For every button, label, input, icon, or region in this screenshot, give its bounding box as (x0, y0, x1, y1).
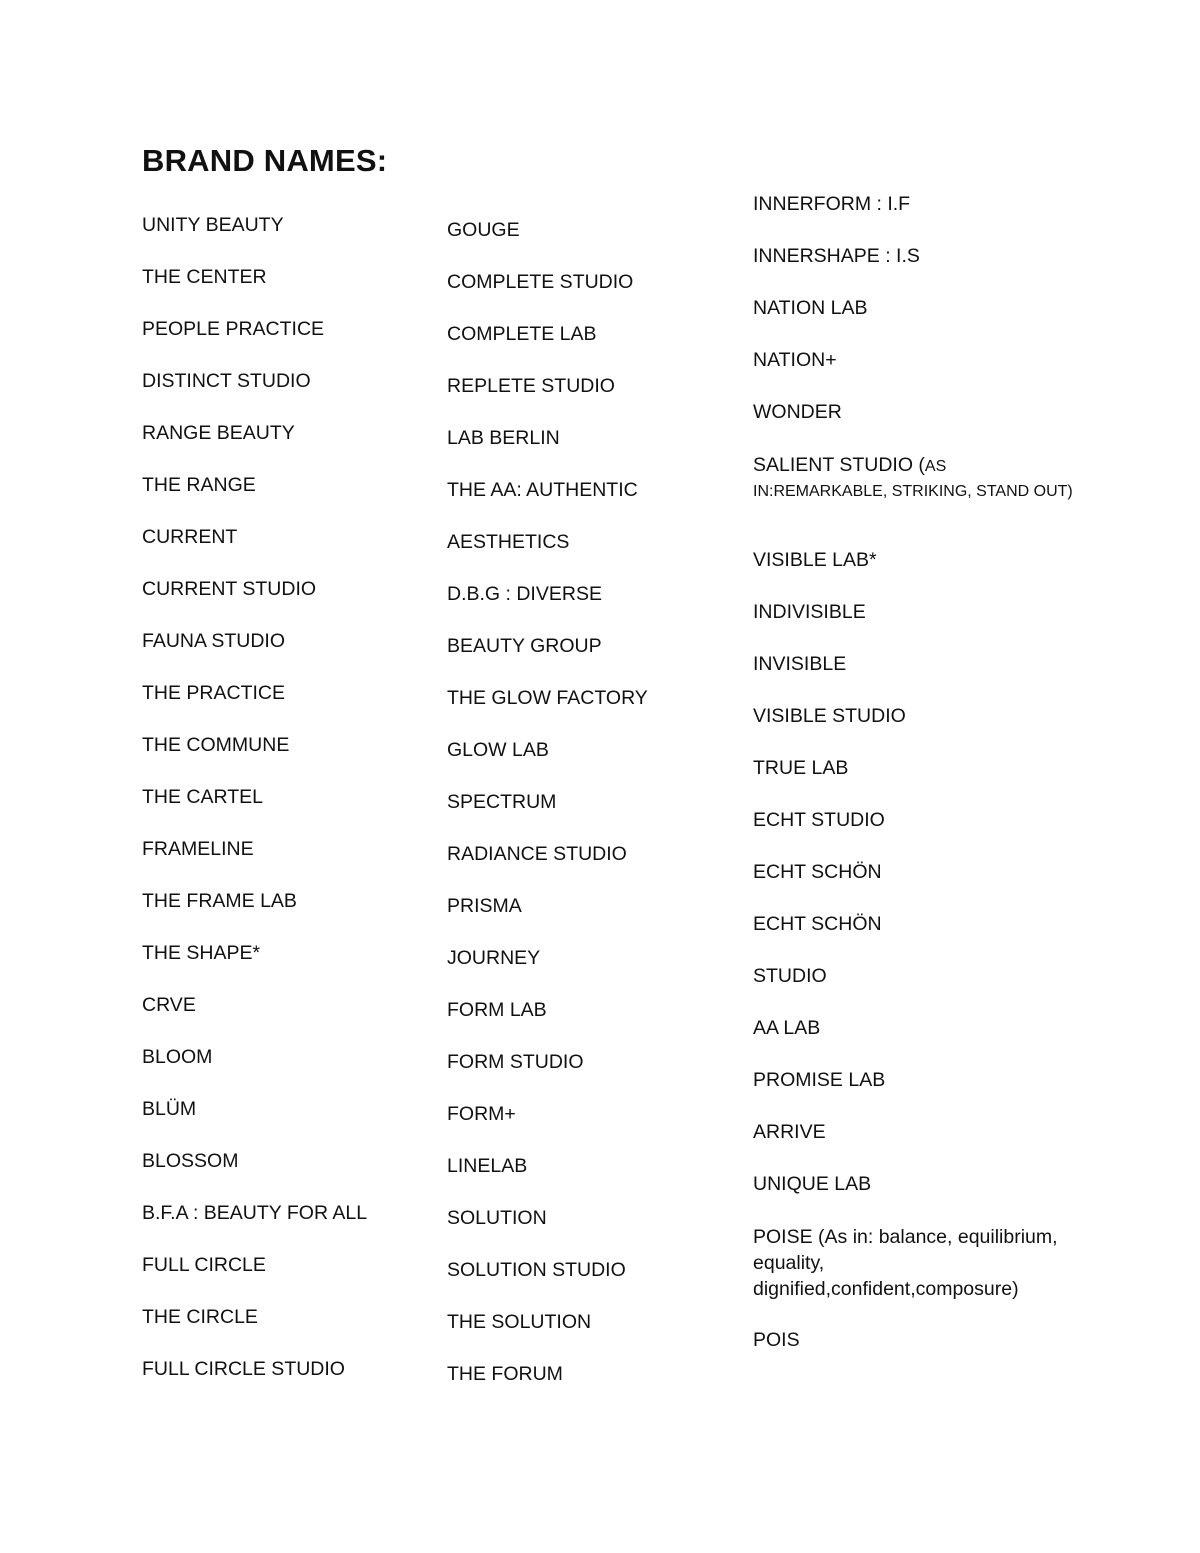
list-item: D.B.G : DIVERSE (447, 583, 602, 605)
list-item: FORM LAB (447, 999, 547, 1021)
list-item: VISIBLE STUDIO (753, 705, 906, 727)
list-item: FRAMELINE (142, 838, 254, 860)
list-item: ECHT SCHÖN (753, 861, 882, 883)
list-item: THE PRACTICE (142, 682, 286, 704)
list-item: PEOPLE PRACTICE (142, 318, 325, 340)
list-item: AA LAB (753, 1017, 821, 1039)
list-item: ECHT SCHÖN (753, 913, 882, 935)
list-item: BEAUTY GROUP (447, 635, 602, 657)
brand-column-1 (142, 213, 367, 1409)
list-item: STUDIO (753, 965, 827, 987)
list-item: RANGE BEAUTY (142, 422, 295, 444)
list-item: LINELAB (447, 1155, 528, 1177)
list-item: DISTINCT STUDIO (142, 370, 311, 392)
list-item: THE CIRCLE (142, 1306, 258, 1328)
list-item: THE FRAME LAB (142, 890, 297, 912)
list-item-poise (753, 1224, 1073, 1328)
list-item: RADIANCE STUDIO (447, 843, 627, 865)
list-item: LAB BERLIN (447, 427, 560, 449)
list-item: CRVE (142, 994, 196, 1016)
list-item: FULL CIRCLE STUDIO (142, 1358, 345, 1380)
brand-column-3 (753, 192, 1073, 1380)
list-item: COMPLETE STUDIO (447, 271, 634, 293)
list-item: GLOW LAB (447, 739, 549, 761)
list-item: THE RANGE (142, 474, 256, 496)
list-item: ARRIVE (753, 1121, 826, 1143)
list-item: VISIBLE LAB* (753, 549, 877, 571)
list-item: THE CENTER (142, 266, 267, 288)
list-item: SOLUTION (447, 1207, 547, 1229)
salient-studio-label: SALIENT STUDIO ( (753, 454, 925, 476)
list-item-salient-studio (753, 452, 1073, 548)
salient-studio-note: AS IN:REMARKABLE, STRIKING, STAND OUT) (753, 458, 1073, 500)
list-item: BLOOM (142, 1046, 213, 1068)
list-item: FORM STUDIO (447, 1051, 584, 1073)
list-item: CURRENT (142, 526, 238, 548)
list-item: THE GLOW FACTORY (447, 687, 648, 709)
list-item: INVISIBLE (753, 653, 847, 675)
list-item: BLÜM (142, 1098, 197, 1120)
list-item: JOURNEY (447, 947, 541, 969)
list-item: PROMISE LAB (753, 1069, 886, 1091)
list-item: NATION LAB (753, 297, 868, 319)
list-item: INNERSHAPE : I.S (753, 245, 920, 267)
list-item: INNERFORM : I.F (753, 193, 911, 215)
list-item: UNIQUE LAB (753, 1173, 872, 1195)
list-item: COMPLETE LAB (447, 323, 597, 345)
list-item: BLOSSOM (142, 1150, 239, 1172)
list-item: INDIVISIBLE (753, 601, 866, 623)
list-item: AESTHETICS (447, 531, 570, 553)
list-item: REPLETE STUDIO (447, 375, 615, 397)
list-item: FORM+ (447, 1103, 516, 1125)
list-item: WONDER (753, 401, 842, 423)
list-item: THE COMMUNE (142, 734, 290, 756)
list-item: FAUNA STUDIO (142, 630, 286, 652)
list-item: THE SHAPE* (142, 942, 261, 964)
list-item: SOLUTION STUDIO (447, 1259, 626, 1281)
poise-label: POISE (As in: balance, equilibrium, equality, dignified,confident,composure) (753, 1226, 1058, 1300)
list-item: POIS (753, 1329, 800, 1351)
list-item: GOUGE (447, 219, 520, 241)
list-item: ECHT STUDIO (753, 809, 885, 831)
list-item: THE SOLUTION (447, 1311, 592, 1333)
list-item: CURRENT STUDIO (142, 578, 317, 600)
page-title: BRAND NAMES: (142, 143, 388, 178)
list-item: NATION+ (753, 349, 837, 371)
brand-column-2 (447, 218, 648, 1414)
list-item: THE AA: AUTHENTIC (447, 479, 638, 501)
list-item: B.F.A : BEAUTY FOR ALL (142, 1202, 368, 1224)
list-item: SPECTRUM (447, 791, 557, 813)
list-item: THE CARTEL (142, 786, 263, 808)
list-item: FULL CIRCLE (142, 1254, 266, 1276)
list-item: TRUE LAB (753, 757, 849, 779)
list-item: THE FORUM (447, 1363, 563, 1385)
list-item: PRISMA (447, 895, 522, 917)
list-item: UNITY BEAUTY (142, 214, 284, 236)
